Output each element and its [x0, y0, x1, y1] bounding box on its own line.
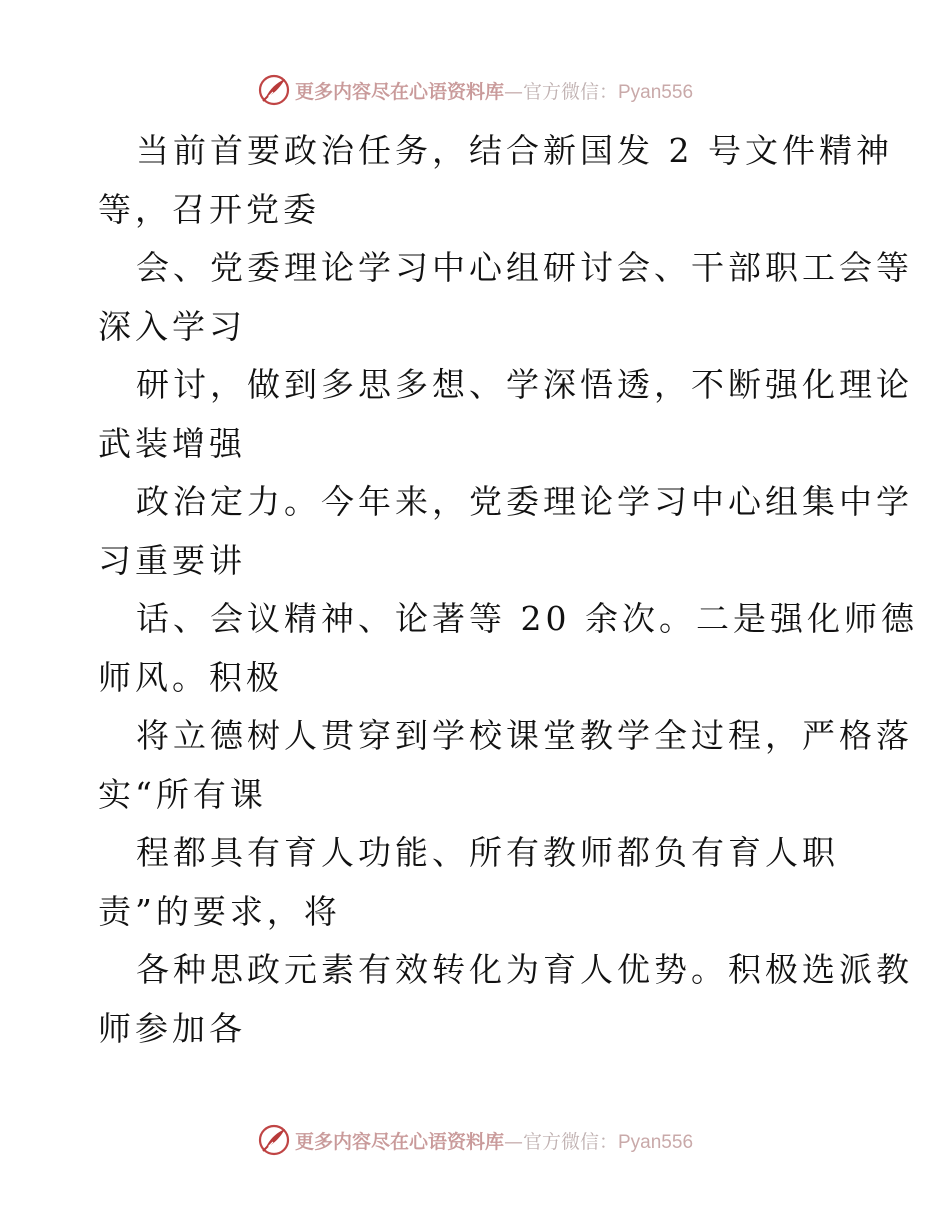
header-wechat-id: Pyan556: [618, 81, 694, 103]
header-brand: 更多内容尽在心语资料库: [294, 80, 504, 103]
paragraph-line: 责”的要求，将: [98, 891, 341, 931]
footer-banner: [0, 1120, 950, 1160]
header-banner: [0, 70, 950, 110]
paragraph-line: 等，召开党委: [98, 189, 320, 229]
footer-separator: —: [503, 1130, 523, 1153]
paragraph-line: 会、党委理论学习中心组研讨会、干部职工会等: [136, 248, 913, 287]
header-wechat-label: 官方微信：: [522, 80, 618, 103]
paragraph-line: 政治定力。今年来，党委理论学习中心组集中学: [136, 482, 913, 521]
quill-logo-icon: [257, 73, 291, 107]
paragraph-line: 师风。积极: [98, 657, 283, 697]
paragraph-line: 当前首要政治任务，结合新国发 2 号文件精神: [136, 131, 893, 170]
footer-wechat-label: 官方微信：: [522, 1130, 618, 1153]
paragraph-line: 研讨，做到多思多想、学深悟透，不断强化理论: [136, 365, 913, 404]
paragraph-line: 习重要讲: [98, 540, 246, 580]
paragraph-line: 话、会议精神、论著等 20 余次。二是强化师德: [136, 599, 918, 638]
paragraph-line: 深入学习: [98, 306, 246, 346]
paragraph-line: 将立德树人贯穿到学校课堂教学全过程，严格落: [136, 716, 913, 755]
header-text: [295, 77, 693, 104]
paragraph-line: 实“所有课: [98, 774, 267, 814]
footer-wechat-id: Pyan556: [618, 1131, 694, 1153]
paragraph-line: 程都具有育人功能、所有教师都负有育人职: [136, 833, 839, 872]
footer-text: [295, 1127, 693, 1154]
paragraph-line: 武装增强: [98, 423, 246, 463]
document-body: [98, 122, 918, 1058]
header-separator: —: [503, 80, 523, 103]
paragraph-line: 师参加各: [98, 1008, 246, 1048]
footer-brand: 更多内容尽在心语资料库: [294, 1130, 504, 1153]
quill-logo-icon: [257, 1123, 291, 1157]
paragraph-line: 各种思政元素有效转化为育人优势。积极选派教: [136, 950, 913, 989]
